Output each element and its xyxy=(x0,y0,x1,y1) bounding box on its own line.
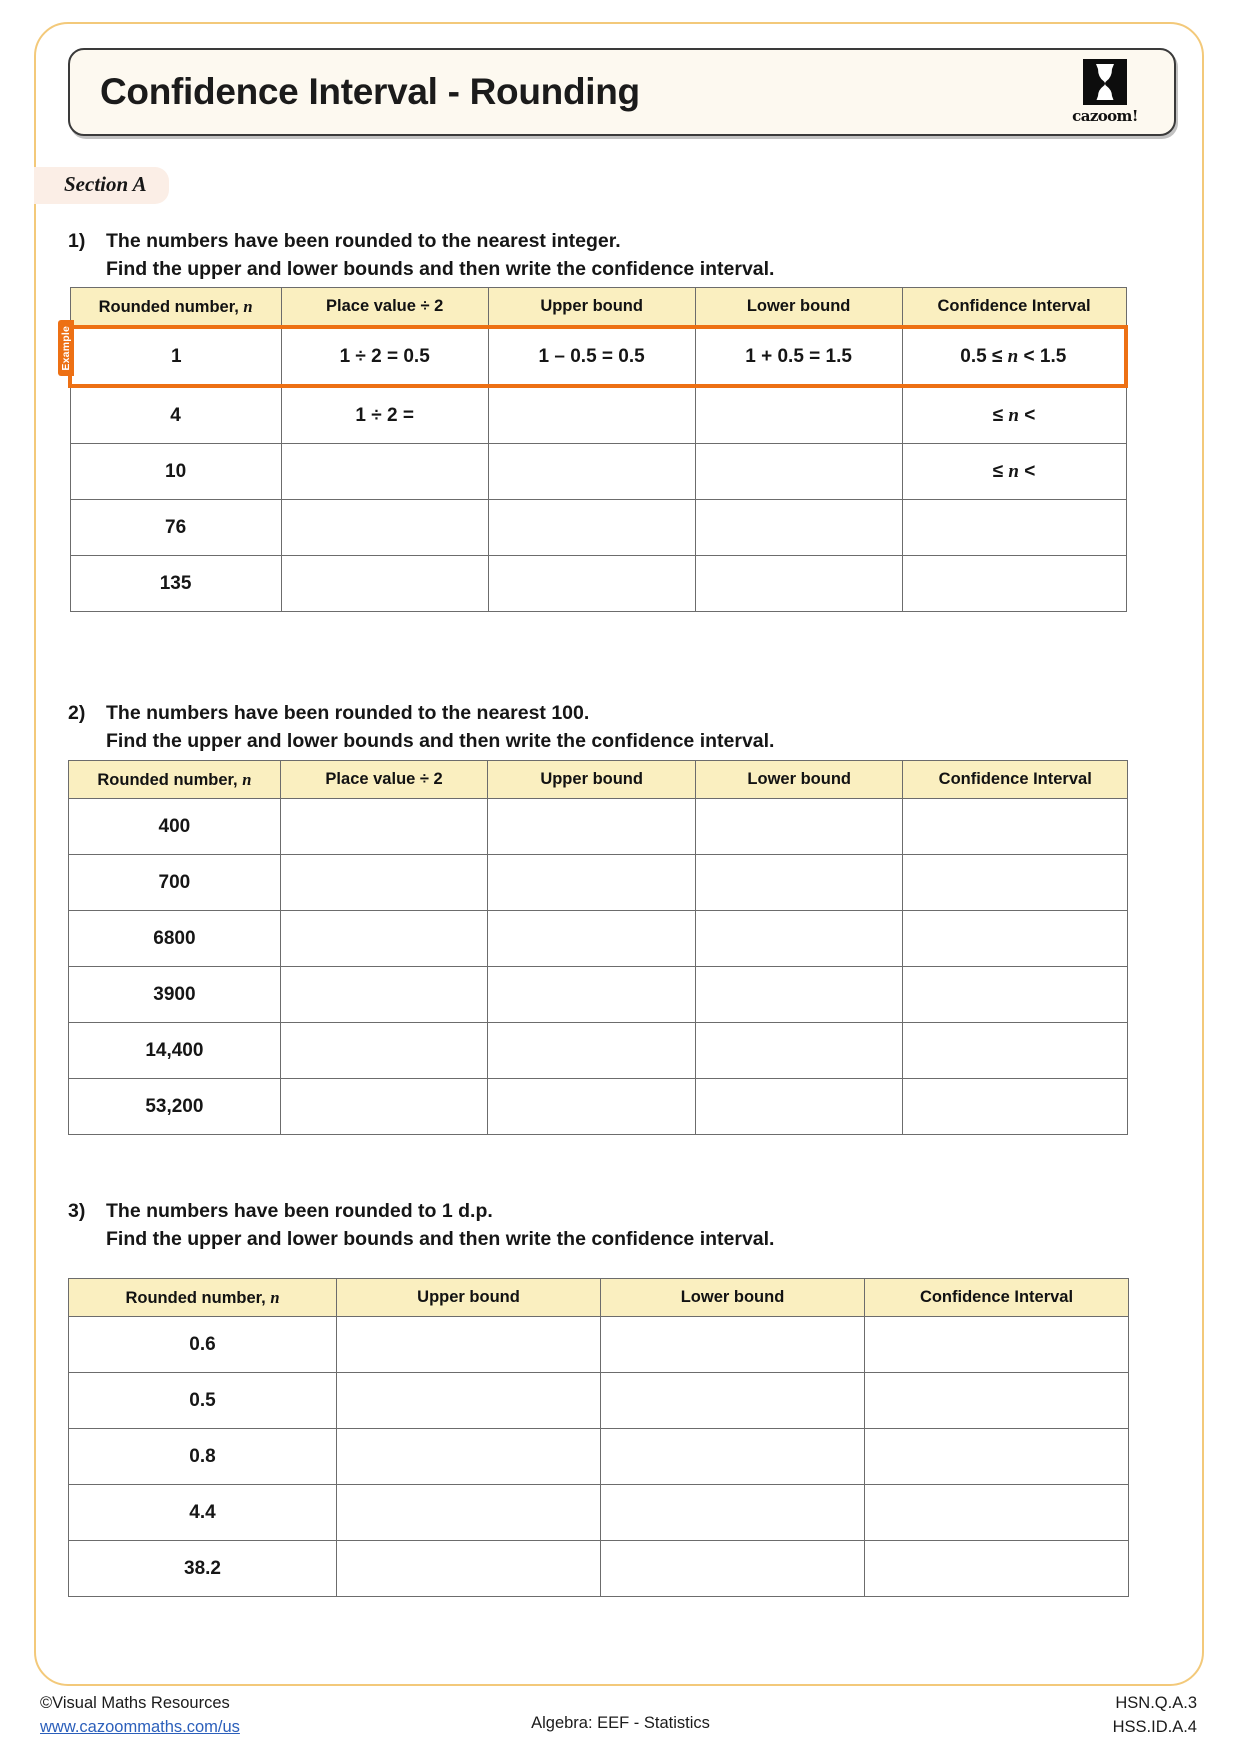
table-row xyxy=(70,556,1126,612)
answer-cell[interactable] xyxy=(488,911,696,967)
answer-cell[interactable] xyxy=(601,1373,865,1429)
answer-cell[interactable] xyxy=(865,1429,1129,1485)
answer-cell[interactable] xyxy=(601,1541,865,1597)
answer-cell[interactable] xyxy=(280,967,488,1023)
copyright-text: ©Visual Maths Resources xyxy=(40,1694,230,1712)
example-tab-label: Example xyxy=(60,325,72,371)
answer-cell[interactable] xyxy=(695,967,903,1023)
answer-cell[interactable] xyxy=(488,386,695,444)
question-1 xyxy=(68,228,1128,283)
answer-cell[interactable] xyxy=(865,1485,1129,1541)
rounded-number-cell: 3900 xyxy=(69,967,281,1023)
section-badge: Section A xyxy=(34,167,169,204)
rounded-number-cell: 38.2 xyxy=(69,1541,337,1597)
table-2-header-cell: Upper bound xyxy=(488,761,696,799)
answer-cell[interactable] xyxy=(695,911,903,967)
rounded-number-cell: 10 xyxy=(70,444,281,500)
rounded-number-cell: 1 xyxy=(70,327,281,386)
question-3-line2: Find the upper and lower bounds and then write the confidence interval. xyxy=(106,1227,775,1250)
table-row xyxy=(70,386,1126,444)
answer-cell[interactable] xyxy=(695,799,903,855)
answer-cell[interactable] xyxy=(903,1023,1128,1079)
answer-cell: 1 + 0.5 = 1.5 xyxy=(695,327,902,386)
table-1-body xyxy=(70,327,1126,612)
table-1-header-cell: Lower bound xyxy=(695,288,902,328)
answer-cell[interactable] xyxy=(488,799,696,855)
answer-cell[interactable] xyxy=(903,799,1128,855)
answer-cell[interactable] xyxy=(280,799,488,855)
answer-cell[interactable] xyxy=(695,855,903,911)
table-row xyxy=(69,799,1128,855)
answer-cell[interactable]: 1 ÷ 2 = xyxy=(281,386,488,444)
answer-cell: 1 ÷ 2 = 0.5 xyxy=(281,327,488,386)
question-3-number: 3) xyxy=(68,1200,86,1222)
question-2-line2: Find the upper and lower bounds and then write the confidence interval. xyxy=(106,729,775,752)
rounded-number-cell: 400 xyxy=(69,799,281,855)
table-3 xyxy=(68,1278,1129,1597)
answer-cell[interactable] xyxy=(280,1079,488,1135)
answer-cell[interactable] xyxy=(488,444,695,500)
rounded-number-cell: 14,400 xyxy=(69,1023,281,1079)
answer-cell[interactable] xyxy=(488,1079,696,1135)
table-3-header-cell: Lower bound xyxy=(601,1279,865,1317)
answer-cell[interactable] xyxy=(903,911,1128,967)
rounded-number-cell: 0.8 xyxy=(69,1429,337,1485)
page-footer xyxy=(0,1692,1241,1754)
answer-cell[interactable] xyxy=(902,500,1126,556)
table-row xyxy=(69,1079,1128,1135)
table-1-header-cell: Place value ÷ 2 xyxy=(281,288,488,328)
answer-cell[interactable] xyxy=(695,556,902,612)
answer-cell[interactable] xyxy=(281,556,488,612)
question-1-line2: Find the upper and lower bounds and then write the confidence interval. xyxy=(106,257,775,280)
answer-cell[interactable] xyxy=(337,1485,601,1541)
answer-cell[interactable] xyxy=(601,1485,865,1541)
question-3 xyxy=(68,1198,1128,1253)
table-1 xyxy=(68,287,1128,612)
answer-cell[interactable] xyxy=(488,1023,696,1079)
answer-cell[interactable] xyxy=(281,500,488,556)
answer-cell[interactable] xyxy=(601,1317,865,1373)
answer-cell[interactable] xyxy=(902,556,1126,612)
question-1-line1: The numbers have been rounded to the nearest integer. xyxy=(106,230,621,252)
title-bar xyxy=(68,48,1176,136)
answer-cell[interactable] xyxy=(695,386,902,444)
answer-cell[interactable] xyxy=(280,855,488,911)
table-2-header-cell: Rounded number, n xyxy=(69,761,281,799)
standard-code-1: HSN.Q.A.3 xyxy=(1115,1694,1197,1712)
rounded-number-cell: 53,200 xyxy=(69,1079,281,1135)
question-2-line1: The numbers have been rounded to the nearest 100. xyxy=(106,702,590,724)
table-1-header-cell: Rounded number, n xyxy=(70,288,281,328)
answer-cell[interactable] xyxy=(488,500,695,556)
table-row xyxy=(70,327,1126,386)
answer-cell[interactable] xyxy=(280,1023,488,1079)
rounded-number-cell: 0.6 xyxy=(69,1317,337,1373)
footer-standards xyxy=(1113,1692,1197,1740)
answer-cell[interactable] xyxy=(695,444,902,500)
rounded-number-cell: 4.4 xyxy=(69,1485,337,1541)
table-row xyxy=(70,500,1126,556)
table-row xyxy=(69,1373,1129,1429)
answer-cell[interactable] xyxy=(337,1317,601,1373)
answer-cell[interactable] xyxy=(337,1541,601,1597)
question-3-line1: The numbers have been rounded to 1 d.p. xyxy=(106,1200,493,1222)
answer-cell[interactable] xyxy=(488,855,696,911)
table-3-header-row xyxy=(69,1279,1129,1317)
table-2-body xyxy=(69,799,1128,1135)
table-2-header-cell: Place value ÷ 2 xyxy=(280,761,488,799)
answer-cell[interactable] xyxy=(903,967,1128,1023)
table-row xyxy=(69,911,1128,967)
answer-cell[interactable] xyxy=(280,911,488,967)
answer-cell[interactable] xyxy=(488,556,695,612)
rounded-number-cell: 6800 xyxy=(69,911,281,967)
table-3-body xyxy=(69,1317,1129,1597)
cazoom-logo xyxy=(1068,59,1142,125)
table-row xyxy=(69,1429,1129,1485)
rounded-number-cell: 4 xyxy=(70,386,281,444)
table-1-header-cell: Upper bound xyxy=(488,288,695,328)
question-1-number: 1) xyxy=(68,230,86,252)
table-3-header-cell: Confidence Interval xyxy=(865,1279,1129,1317)
table-row xyxy=(69,1485,1129,1541)
answer-cell[interactable] xyxy=(865,1373,1129,1429)
website-link[interactable]: www.cazoommaths.com/us xyxy=(40,1717,240,1736)
footer-topic: Algebra: EEF - Statistics xyxy=(531,1714,710,1732)
rounded-number-cell: 700 xyxy=(69,855,281,911)
table-1-header-cell: Confidence Interval xyxy=(902,288,1126,328)
rounded-number-cell: 0.5 xyxy=(69,1373,337,1429)
table-3-header-cell: Rounded number, n xyxy=(69,1279,337,1317)
hourglass-goblet-icon xyxy=(1083,59,1127,105)
answer-cell[interactable] xyxy=(695,1023,903,1079)
answer-cell[interactable]: ≤ n < xyxy=(902,444,1126,500)
table-2-header-cell: Lower bound xyxy=(695,761,903,799)
answer-cell[interactable] xyxy=(865,1317,1129,1373)
answer-cell: 0.5 ≤ n < 1.5 xyxy=(902,327,1126,386)
page-title: Confidence Interval - Rounding xyxy=(100,71,640,112)
table-2-header-row xyxy=(69,761,1128,799)
table-2-header-cell: Confidence Interval xyxy=(903,761,1128,799)
question-2-number: 2) xyxy=(68,702,86,724)
answer-cell: 1 – 0.5 = 0.5 xyxy=(488,327,695,386)
rounded-number-cell: 76 xyxy=(70,500,281,556)
table-row xyxy=(69,855,1128,911)
example-tab xyxy=(58,320,74,376)
question-2 xyxy=(68,700,1128,755)
table-1-header-row xyxy=(70,288,1126,328)
answer-cell[interactable] xyxy=(865,1541,1129,1597)
answer-cell[interactable] xyxy=(601,1429,865,1485)
answer-cell[interactable] xyxy=(337,1429,601,1485)
logo-wordmark: cazoom! xyxy=(1072,107,1138,125)
table-row xyxy=(70,444,1126,500)
answer-cell[interactable] xyxy=(695,500,902,556)
answer-cell[interactable]: ≤ n < xyxy=(902,386,1126,444)
table-row xyxy=(69,1541,1129,1597)
standard-code-2: HSS.ID.A.4 xyxy=(1112,1717,1197,1736)
table-row xyxy=(69,1023,1128,1079)
table-row xyxy=(69,967,1128,1023)
answer-cell[interactable] xyxy=(903,855,1128,911)
answer-cell[interactable] xyxy=(903,1079,1128,1135)
table-2 xyxy=(68,760,1128,1135)
answer-cell[interactable] xyxy=(695,1079,903,1135)
answer-cell[interactable] xyxy=(281,444,488,500)
table-row xyxy=(69,1317,1129,1373)
rounded-number-cell: 135 xyxy=(70,556,281,612)
table-3-header-cell: Upper bound xyxy=(337,1279,601,1317)
answer-cell[interactable] xyxy=(488,967,696,1023)
answer-cell[interactable] xyxy=(337,1373,601,1429)
